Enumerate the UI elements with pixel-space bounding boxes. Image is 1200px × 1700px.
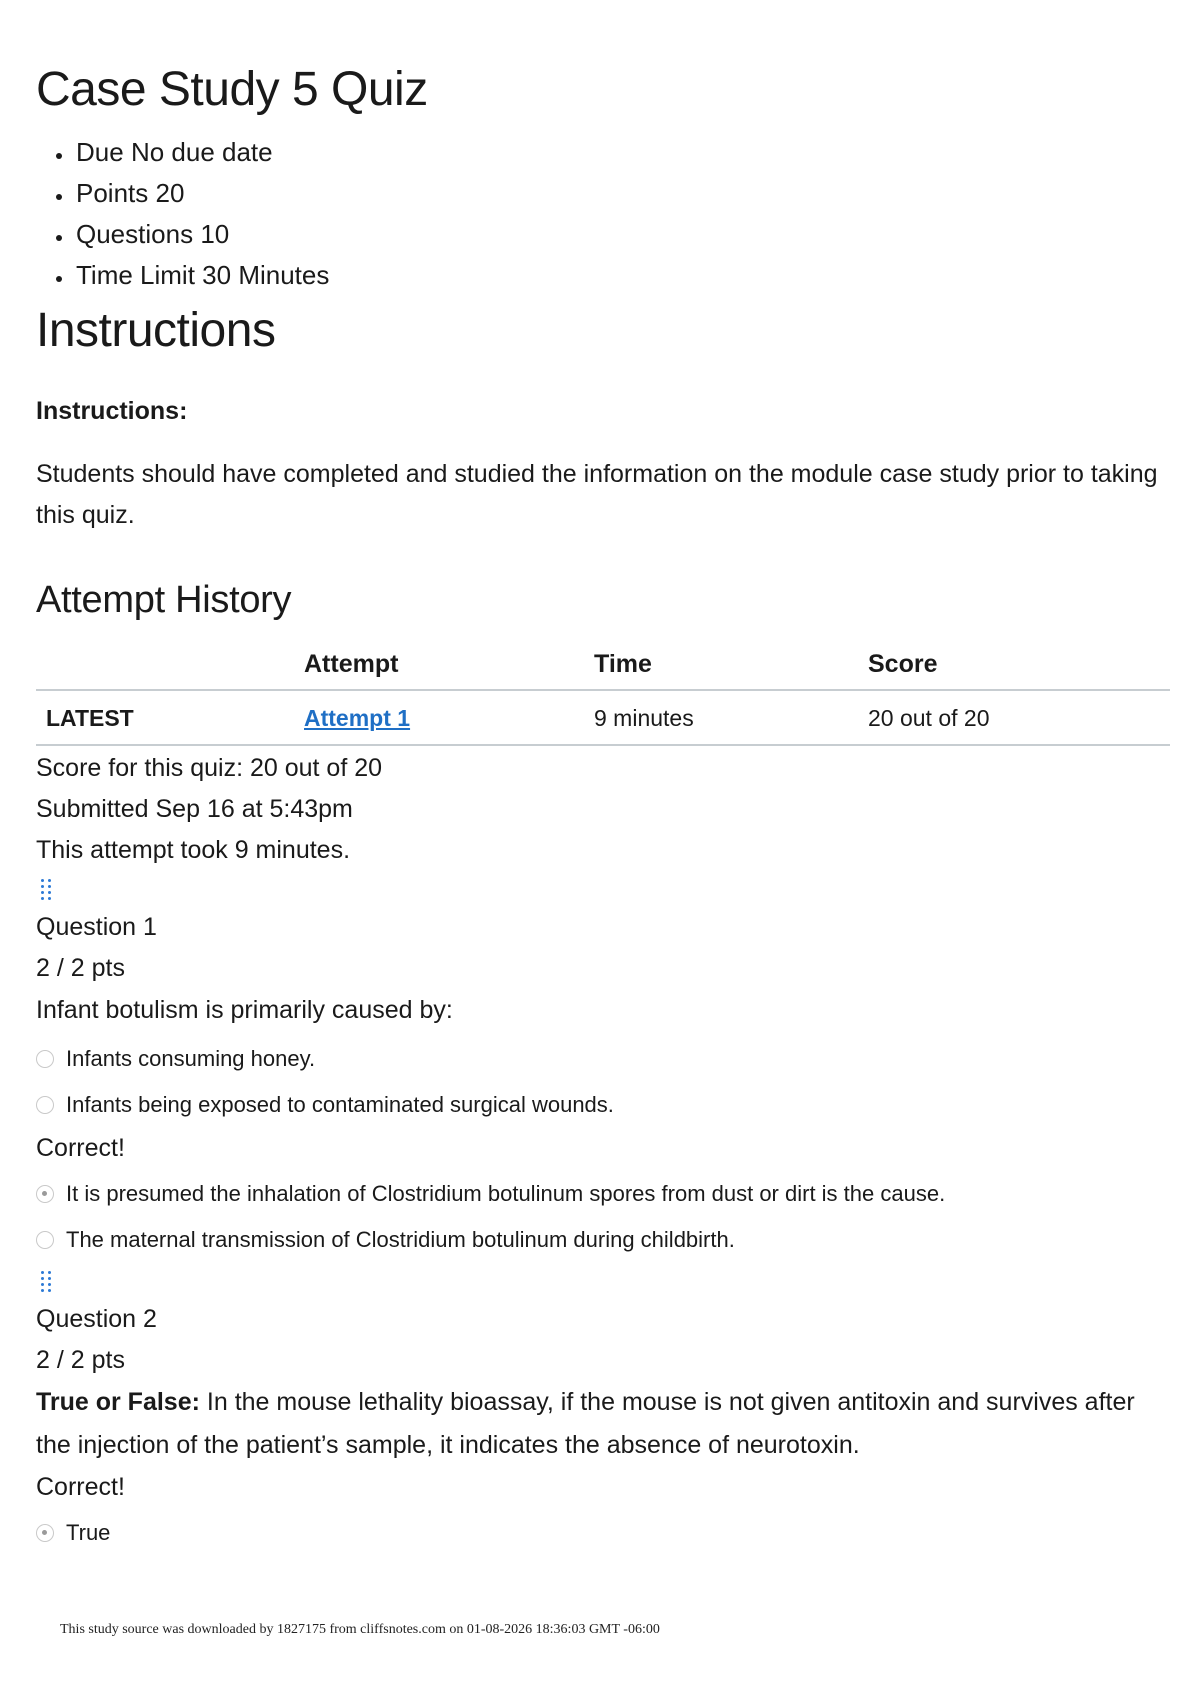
quiz-score: Score for this quiz: 20 out of 20 (36, 754, 383, 782)
question-points: 2 / 2 pts (36, 954, 125, 982)
question-prompt-text: In the mouse lethality bioassay, if the mouse is not given antitoxin and survives after the injection of the patient’s sample, it indicates the absence of neurotoxin. (36, 1388, 1135, 1459)
radio-icon[interactable] (36, 1231, 54, 1249)
answer-option-text: It is presumed the inhalation of Clostridium botulinum spores from dust or dirt is the cause. (66, 1181, 946, 1206)
selected-answer-option[interactable] (36, 1510, 1164, 1556)
download-footer: This study source was downloaded by 1827175 from cliffsnotes.com on 01-08-2026 18:36:03 GMT -06:00 (60, 1622, 660, 1637)
meta-questions: • Questions 10 (74, 214, 1164, 255)
answer-option-text: True (66, 1520, 111, 1545)
answer-option[interactable] (36, 1082, 1164, 1128)
latest-label: LATEST (36, 690, 304, 745)
answer-feedback: Correct! (36, 1473, 125, 1501)
attempt-history-heading: Attempt History (36, 579, 292, 621)
drag-handle-icon[interactable] (41, 877, 53, 903)
column-header-label (36, 642, 304, 690)
column-header-attempt: Attempt (304, 642, 594, 690)
answer-feedback: Correct! (36, 1134, 125, 1162)
instructions-heading: Instructions (36, 304, 276, 357)
attempt-cell (304, 690, 594, 745)
score-cell: 20 out of 20 (868, 690, 1170, 745)
attempt-duration: This attempt took 9 minutes. (36, 836, 351, 864)
table-header-row (36, 642, 1170, 690)
attempt-summary (36, 748, 1164, 871)
question-title: Question 2 (36, 1305, 157, 1333)
meta-points: • Points 20 (74, 173, 1164, 214)
page-title: Case Study 5 Quiz (36, 63, 428, 116)
time-cell: 9 minutes (594, 690, 868, 745)
answer-option-text: The maternal transmission of Clostridium botulinum during childbirth. (66, 1227, 735, 1252)
question-title: Question 1 (36, 913, 157, 941)
quiz-meta-list (36, 132, 1164, 296)
question-points: 2 / 2 pts (36, 1346, 125, 1374)
instructions-text: Students should have completed and studied the information on the module case study prior to taking this quiz. (36, 460, 1158, 529)
question-prompt: Infant botulism is primarily caused by: (36, 996, 453, 1024)
attempt-history-table (36, 642, 1170, 746)
radio-checked-icon[interactable] (36, 1524, 54, 1542)
question-type-label: True or False: (36, 1388, 200, 1416)
instructions-label: Instructions: (36, 397, 188, 425)
radio-icon[interactable] (36, 1050, 54, 1068)
question-prompt (36, 1381, 1176, 1467)
drag-handle-icon[interactable] (41, 1269, 53, 1295)
radio-checked-icon[interactable] (36, 1185, 54, 1203)
submitted-time: Submitted Sep 16 at 5:43pm (36, 795, 353, 823)
table-row (36, 690, 1170, 745)
answer-option[interactable] (36, 1036, 1164, 1082)
column-header-score: Score (868, 642, 1170, 690)
answer-option[interactable] (36, 1217, 1164, 1263)
meta-due: • Due No due date (74, 132, 1164, 173)
answer-option-text: Infants being exposed to contaminated surgical wounds. (66, 1092, 614, 1117)
attempt-link[interactable]: Attempt 1 (304, 705, 411, 731)
answer-option-text: Infants consuming honey. (66, 1046, 316, 1071)
column-header-time: Time (594, 642, 868, 690)
selected-answer-option[interactable] (36, 1171, 1164, 1217)
meta-time-limit: • Time Limit 30 Minutes (74, 255, 1164, 296)
radio-icon[interactable] (36, 1096, 54, 1114)
